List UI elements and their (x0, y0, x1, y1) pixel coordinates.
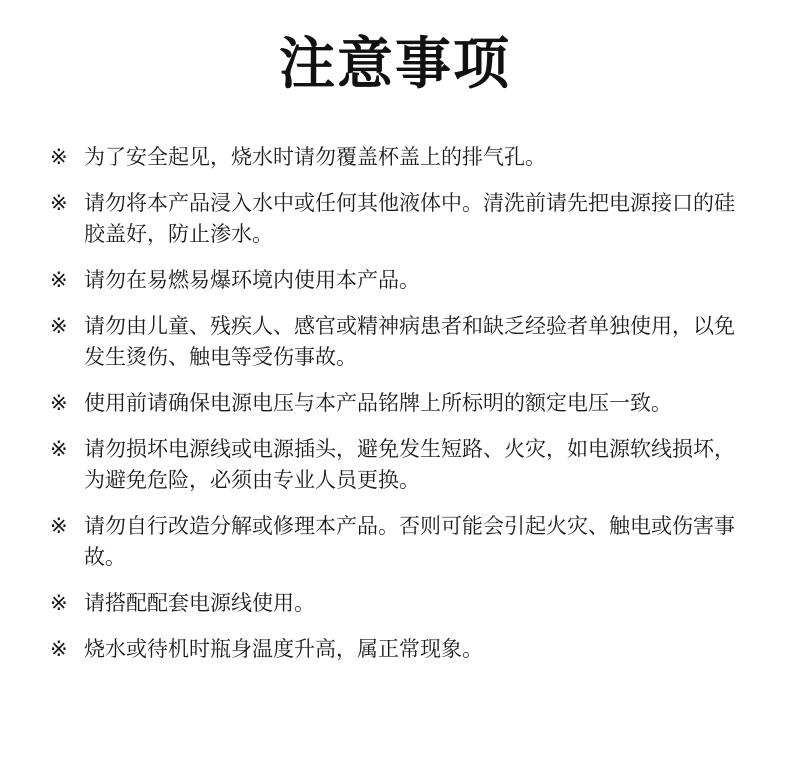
list-item (50, 311, 750, 373)
reference-mark-icon: ※ (50, 314, 68, 338)
reference-mark-icon: ※ (50, 145, 68, 169)
list-item-text: 请勿自行改造分解或修理本产品。否则可能会引起火灾、触电或伤害事故。 (84, 514, 735, 569)
list-item (50, 434, 750, 496)
list-item (50, 634, 750, 665)
page-title: 注意事项 (279, 32, 511, 97)
reference-mark-icon: ※ (50, 514, 68, 538)
list-item (50, 265, 750, 296)
list-item-text: 请勿由儿童、残疾人、感官或精神病患者和缺乏经验者单独使用，以免发生烫伤、触电等受伤事故。 (84, 314, 735, 369)
list-item-text: 为了安全起见，烧水时请勿覆盖杯盖上的排气孔。 (84, 145, 546, 169)
reference-mark-icon: ※ (50, 591, 68, 615)
list-item-text: 烧水或待机时瓶身温度升高，属正常现象。 (84, 637, 483, 661)
reference-mark-icon: ※ (50, 268, 68, 292)
list-item (50, 188, 750, 250)
list-item-text: 请搭配配套电源线使用。 (84, 591, 315, 615)
list-item (50, 142, 750, 173)
list-item (50, 588, 750, 619)
list-item-text: 请勿损坏电源线或电源插头，避免发生短路、火灾，如电源软线损坏，为避免危险，必须由专业人员更换。 (84, 437, 735, 492)
list-item-text: 使用前请确保电源电压与本产品铭牌上所标明的额定电压一致。 (84, 391, 672, 415)
list-item-text: 请勿将本产品浸入水中或任何其他液体中。清洗前请先把电源接口的硅胶盖好，防止渗水。 (84, 191, 735, 246)
reference-mark-icon: ※ (50, 191, 68, 215)
list-item (50, 388, 750, 419)
reference-mark-icon: ※ (50, 391, 68, 415)
list-item-text: 请勿在易燃易爆环境内使用本产品。 (84, 268, 420, 292)
reference-mark-icon: ※ (50, 437, 68, 461)
reference-mark-icon: ※ (50, 637, 68, 661)
list-item (50, 511, 750, 573)
notice-list (50, 142, 750, 680)
